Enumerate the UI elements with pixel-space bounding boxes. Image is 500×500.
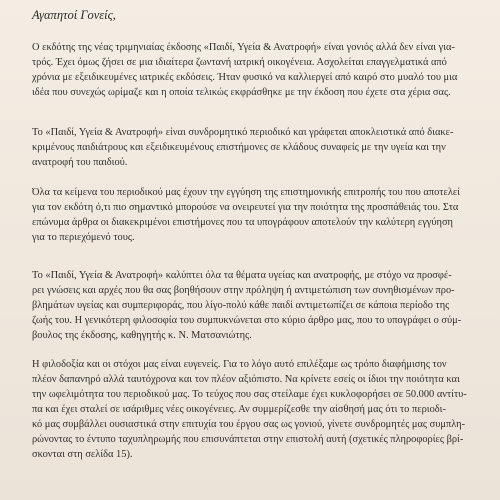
text-line: βουλος της έκδοσης, καθηγητής κ. Ν. Ματσανιώτης. bbox=[32, 330, 252, 341]
paragraph-subscription bbox=[32, 357, 482, 462]
letter-greeting: Αγαπητοί Γονείς, bbox=[32, 8, 116, 22]
text-line: για το περιεχόμενό τους. bbox=[32, 232, 135, 243]
text-line: ρώνοντας το έντυπο ταχυπληρωμής που επισυνάπτεται στην επιστολή αυτή (σχετικές πληροφορίες βρί- bbox=[32, 434, 464, 445]
text-line: χρόνια με εξειδικευμένες ιατρικές εκδόσεις. Ήταν φυσικό να καλλιεργεί από καιρό στο μυαλό του μια bbox=[32, 72, 458, 83]
text-line: Ο εκδότης της νέας τριμηνιαίας έκδοσης «Παιδί, Υγεία & Ανατροφή» είναι γονιός αλλά δεν είναι για- bbox=[32, 42, 455, 53]
paragraph-committee bbox=[32, 185, 482, 245]
text-line: τρός. Έχει όμως ζήσει σε μια ιδιαίτερα ζωντανή ιατρική οικογένεια. Ασχολείται επαγγελματικά από bbox=[32, 57, 447, 68]
text-line: ρει γνώσεις και αρχές που θα σας βοηθήσουν στην πρόληψη ή αντιμετώπιση των συνηθισμένων προ- bbox=[32, 285, 455, 296]
text-line: ζωής του. Η γενικότερη φιλοσοφία του συμπυκνώνεται στο κύριο άρθρο μας, που το υπογράφει ο σύμ- bbox=[32, 315, 462, 326]
text-line: για τον εκδότη ό,τι πιο σημαντικό μπορούσε να ονειρευτεί για την ποιότητα της προσπάθειάς του. Στα bbox=[32, 202, 459, 213]
text-line: ανατροφή του παιδιού. bbox=[32, 157, 128, 168]
text-line: κριμένους παιδιάτρους και εξειδικευμένους επιστήμονες σε κλάδους συναφείς με την υγεία και την bbox=[32, 142, 446, 153]
text-line: την ωφελιμότητα του περιοδικού μας. Το τεύχος που σας στείλαμε έχει κυκλοφορήσει σε 50.000 αντίτυ- bbox=[32, 389, 467, 400]
text-line: Το «Παιδί, Υγεία & Ανατροφή» είναι συνδρομητικό περιοδικό και γράφεται αποκλειστικά από διακε- bbox=[32, 127, 454, 138]
text-line: ιδέα που συνεχώς ωρίμαζε και η οποία τελικώς εκφράσθηκε με την έκδοση που έχετε στα χέρια σας. bbox=[32, 87, 451, 98]
text-line: πα και έχει σταλεί σε ισάριθμες νέες οικογένειες. Αν συμμερίζεσθε την αίσθησή μας ότι το περιοδι- bbox=[32, 404, 446, 415]
text-line: Το «Παιδί, Υγεία & Ανατροφή» καλύπτει όλα τα θέματα υγείας και ανατροφής, με στόχο να προσφέ- bbox=[32, 270, 452, 281]
paragraph-topics bbox=[32, 268, 482, 343]
text-line: Η φιλοδοξία και οι στόχοι μας είναι ευγενείς. Για το λόγο αυτό επιλέξαμε ως τρόπο διαφήμισης τον bbox=[32, 359, 447, 370]
paragraph-magazine bbox=[32, 125, 482, 170]
text-line: σκονται στη σελίδα 15). bbox=[32, 449, 133, 460]
text-line: Όλα τα κείμενα του περιοδικού μας έχουν την εγγύηση της επιστημονικής επιτροπής του που αποτελεί bbox=[32, 187, 461, 198]
text-line: βλημάτων υγείας και συμπεριφοράς, που λίγο-πολύ κάθε παιδί αντιμετωπίζει σε κάποια περίοδο της bbox=[32, 300, 450, 311]
paragraph-publisher bbox=[32, 40, 482, 100]
text-line: κό μας συμβάλλει ουσιαστικά στην επιτυχία του έργου σας ως γονιού, γίνετε συνδρομητές μας συμπλη- bbox=[32, 419, 466, 430]
text-line: επώνυμα άρθρα οι διακεκριμένοι επιστήμονες που τα υπογράφουν αποτελούν την καλύτερη εγγύηση bbox=[32, 217, 453, 228]
text-line: πλέον δαπανηρό αλλά ταυτόχρονα και τον πλέον αξιόπιστο. Να κρίνετε εσείς οι ίδιοι την ποιότητα και bbox=[32, 374, 460, 385]
